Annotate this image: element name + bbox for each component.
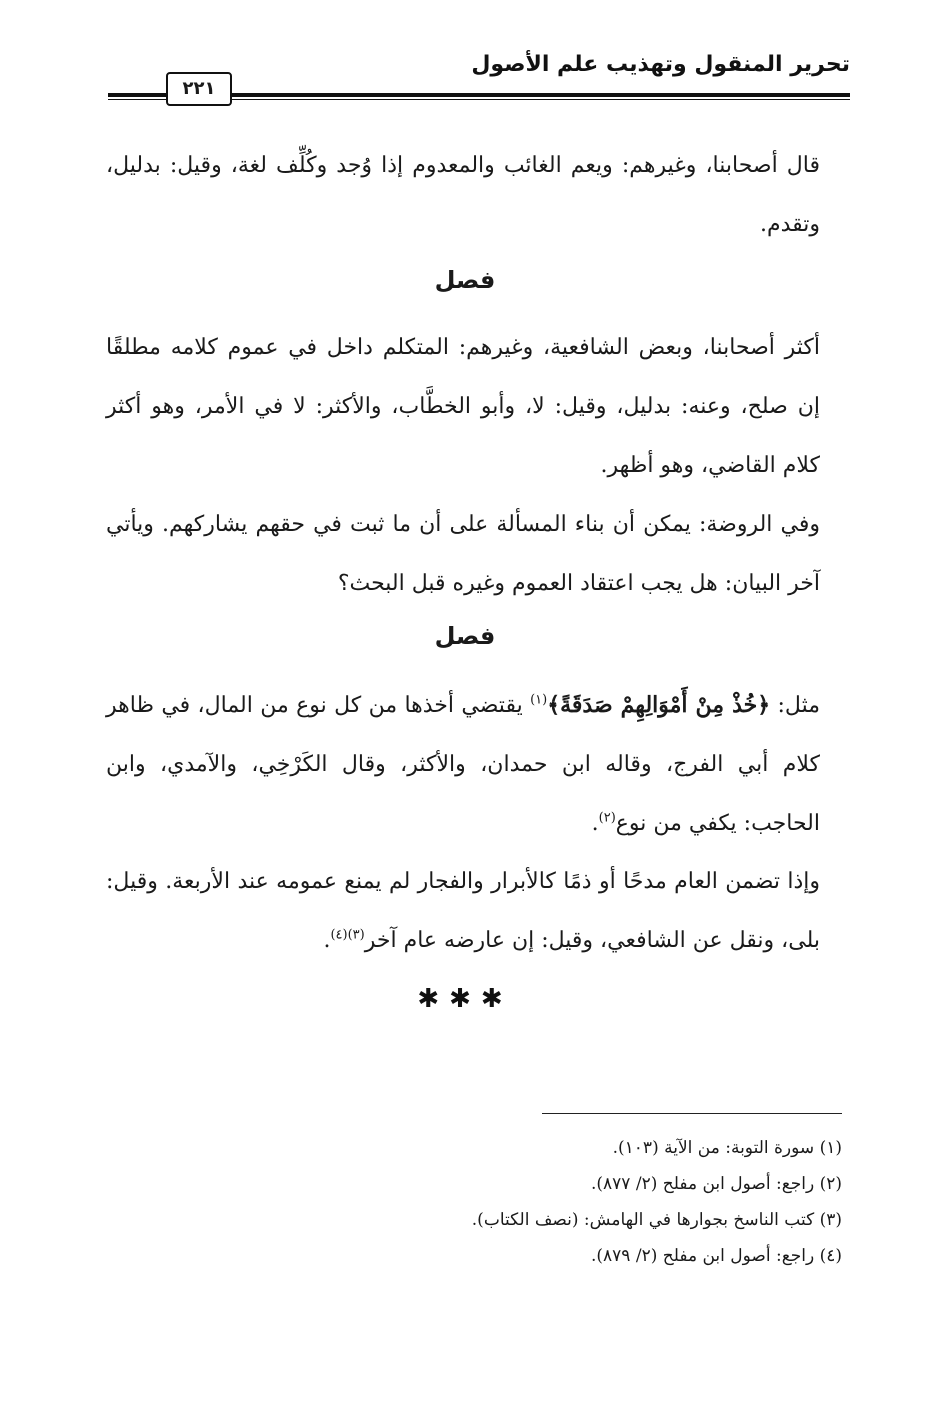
intro-text: قال أصحابنا، وغيرهم: ويعم الغائب والمعدوم إذا وُجد وكُلِّف لغة، وقيل: بدليل، وتقدم. — [106, 153, 820, 237]
section2-paragraph-1 — [106, 676, 846, 853]
para-end: . — [591, 811, 599, 836]
footnotes — [102, 1130, 842, 1274]
page-number: ٢٢١ — [166, 72, 232, 106]
running-title: تحرير المنقول وتهذيب علم الأصول — [471, 52, 850, 77]
footnote-ref-3-4[interactable]: (٣)(٤) — [330, 927, 365, 943]
section-separator: ✱✱✱ — [417, 984, 513, 1014]
footnote-3: (٣) كتب الناسخ بجوارها في الهامش: (نصف الكتاب). — [471, 1210, 842, 1230]
para2-end: . — [323, 928, 331, 953]
section-heading-1: فصل — [434, 266, 496, 294]
section-heading-2: فصل — [434, 622, 496, 650]
quran-verse: ﴿خُذْ مِنْ أَمْوَالِهِمْ صَدَقَةً﴾ — [547, 692, 771, 718]
para-body: يقتضي أخذها من كل نوع من المال، في ظاهر كلام أبي الفرج، وقاله ابن حمدان، والأكثر، وقال الكَرْخِي، والآمدي، وابن الحاجب: يكفي من نوع — [106, 693, 820, 836]
section1-paragraph-2 — [106, 495, 846, 613]
footnote-ref-2[interactable]: (٢) — [598, 810, 616, 826]
footnote-ref-1[interactable]: (١) — [530, 692, 548, 708]
section2-para1 — [106, 676, 846, 853]
para-lead: مثل: — [770, 693, 820, 718]
footnote-2: (٢) راجع: أصول ابن مفلح (٢/ ٨٧٧). — [590, 1174, 842, 1194]
section2-paragraph-2 — [106, 852, 846, 970]
section2-para2 — [106, 852, 846, 970]
footnote-4: (٤) راجع: أصول ابن مفلح (٢/ ٨٧٩). — [590, 1246, 842, 1266]
footnote-1: (١) سورة التوبة: من الآية (١٠٣). — [612, 1138, 842, 1158]
section1-para2-text: وفي الروضة: يمكن أن بناء المسألة على أن ما ثبت في حقهم يشاركهم. ويأتي آخر البيان: هل يجب اعتقاد العموم وغيره قبل البحث؟ — [106, 512, 820, 596]
footnote-rule — [542, 1113, 842, 1114]
intro-paragraph — [106, 136, 846, 254]
section1-para1-text: أكثر أصحابنا، وبعض الشافعية، وغيرهم: المتكلم داخل في عموم كلامه مطلقًا إن صلح، وعنه: بدليل، وقيل: لا، وأبو الخطَّاب، والأكثر: لا في الأمر، وهو أكثر كلام القاضي، وهو أظهر. — [106, 335, 820, 478]
section1-paragraph-1 — [106, 318, 846, 495]
para2-body: وإذا تضمن العام مدحًا أو ذمًا كالأبرار والفجار لم يمنع عمومه عند الأربعة. وقيل: بلى، ونقل عن الشافعي، وقيل: إن عارضه عام آخر — [106, 869, 820, 953]
